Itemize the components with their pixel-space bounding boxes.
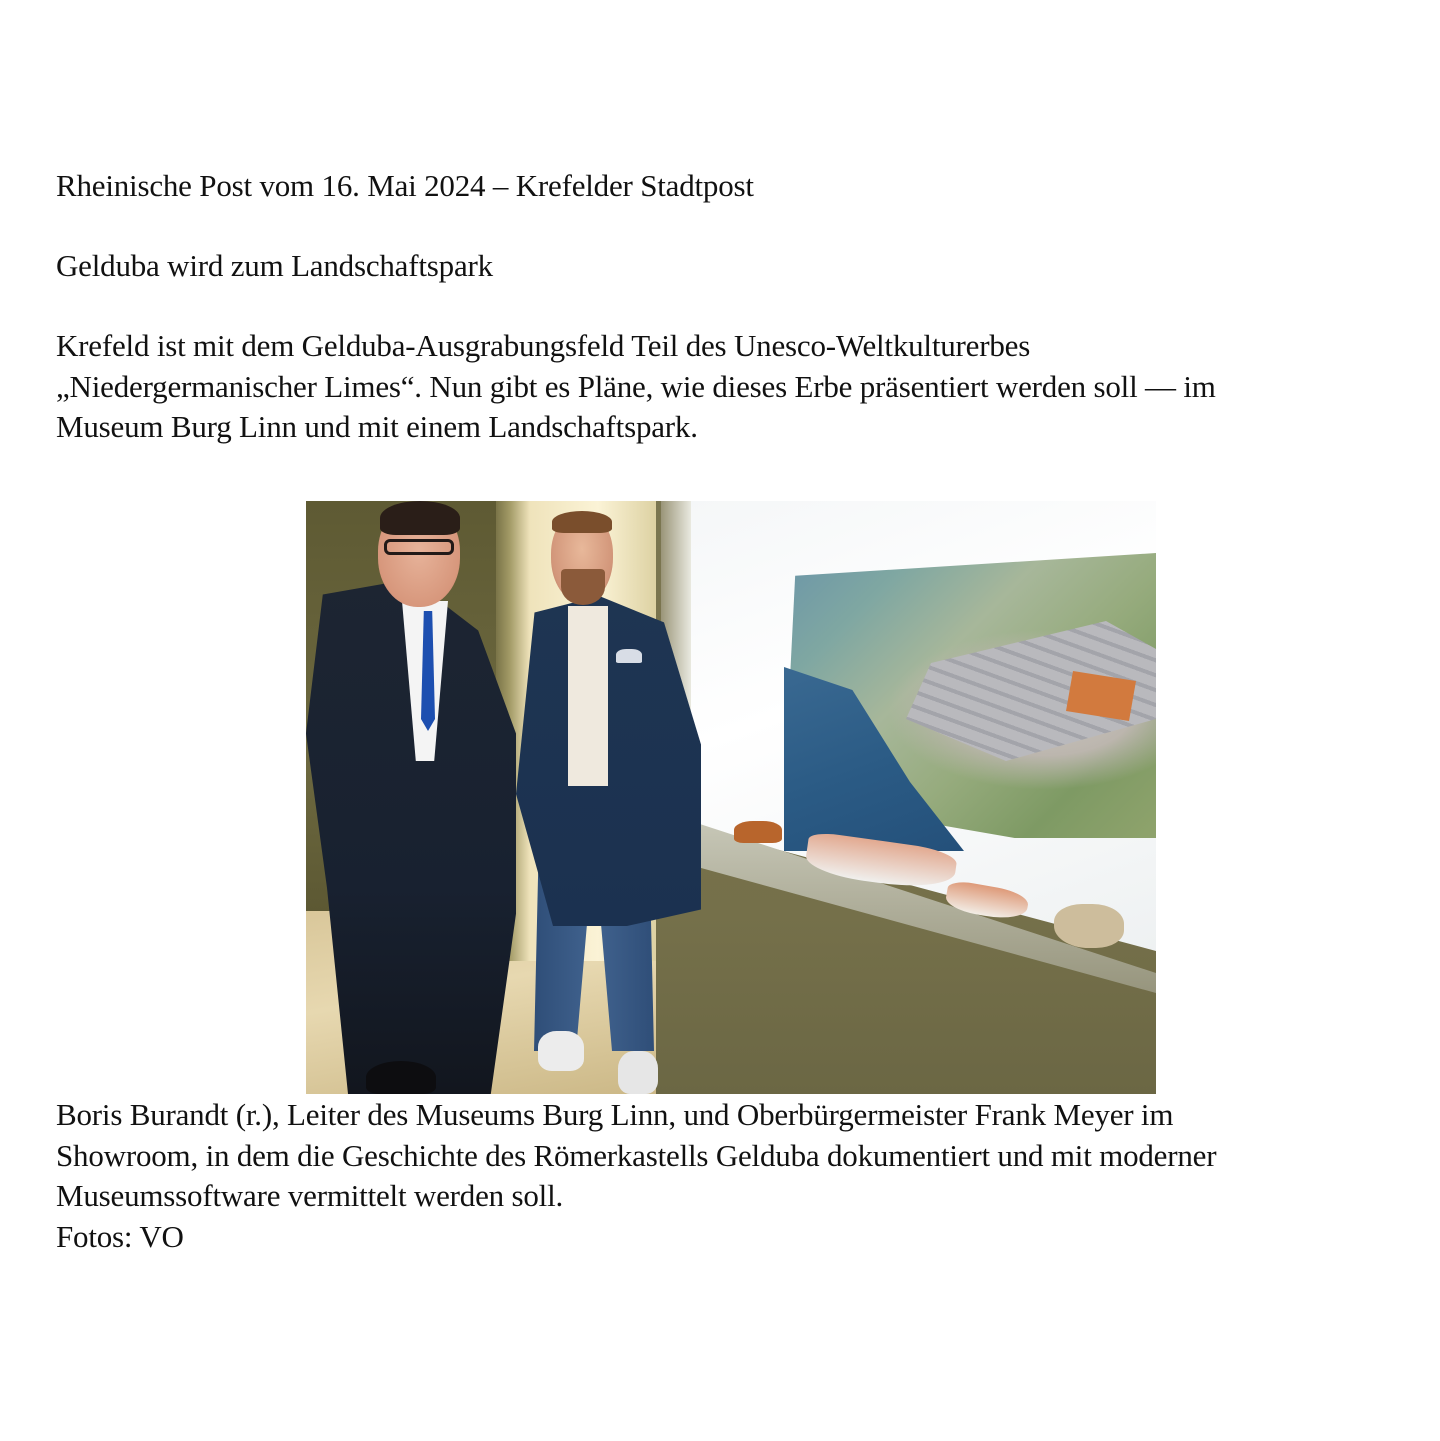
source-line: Rheinische Post vom 16. Mai 2024 – Krefelder Stadtpost [56, 168, 754, 203]
caption-line: Boris Burandt (r.), Leiter des Museums Burg Linn, und Oberbürgermeister Frank Meyer im [56, 1097, 1174, 1132]
lead-paragraph [56, 326, 1396, 448]
photo-person-right-shirt [568, 606, 608, 786]
article-photo [306, 501, 1156, 1094]
photo-caption [56, 1095, 1396, 1257]
lead-line: Museum Burg Linn und mit einem Landschaftspark. [56, 409, 698, 444]
photo-person-right-hair [552, 511, 612, 533]
caption-line: Showroom, in dem die Geschichte des Römerkastells Gelduba dokumentiert und mit moderner [56, 1137, 1217, 1173]
headline: Gelduba wird zum Landschaftspark [56, 248, 493, 283]
photo-person-left-shoe [366, 1061, 436, 1094]
photo-person-right-beard [561, 569, 605, 605]
photo-pocket-square [616, 649, 642, 663]
caption-line: Museumssoftware vermittelt werden soll. [56, 1178, 564, 1213]
photo-artifact [734, 821, 782, 843]
photo-person-right-shoe [538, 1031, 584, 1071]
photo-credit: Fotos: VO [56, 1218, 184, 1254]
photo-person-left-glasses [384, 539, 454, 555]
lead-line: Krefeld ist mit dem Gelduba-Ausgrabungsfeld Teil des Unesco-Weltkulturerbes [56, 328, 1031, 363]
lead-line: „Niedergermanischer Limes“. Nun gibt es Pläne, wie dieses Erbe präsentiert werden soll — im [56, 368, 1216, 404]
photo-person-right-shoe [618, 1051, 658, 1094]
photo-person-left-hair [380, 501, 460, 535]
photo-artifact [1054, 904, 1124, 948]
